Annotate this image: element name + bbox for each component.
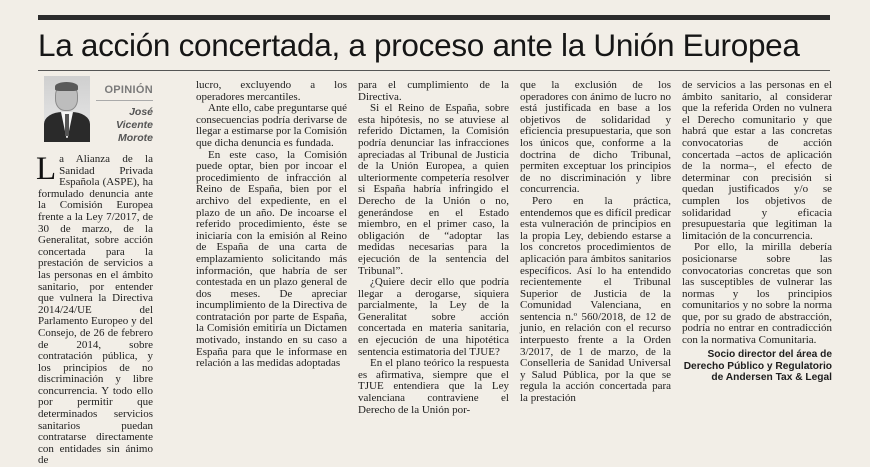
column-paragraph: En el plano teórico la respuesta es afirmativa, siempre que el TJUE entendiera que la Ley valenciana contraviene el Derecho de la Unión por- <box>358 357 509 416</box>
column-paragraph: a Alianza de la Sanidad Privada Española (ASPE), ha formulado denuncia ante la Comisión Europea frente a la Ley 7/2017, de 30 de marzo, de la Generalitat, sobre acción concertada para la prestación de servicios a las personas en el ámbito sanitario, por entender que vulnera la Directiva 2014/24/UE del Parlamento Europeo y del Consejo, de 26 de febrero de 2014, sobre contratación pública, y los principios de no discriminación y libre concurrencia. Y todo ello por permitir que determinados servicios sanitarios puedan contratarse directamente con entidades sin ánimo de <box>38 153 153 467</box>
author-name: José Vicente Morote <box>116 106 153 144</box>
column-paragraph: de servicios a las personas en el ámbito sanitario, al considerar que la referida Orden no vulnera el Derecho comunitario y que habrá que estar a las concretas convocatorias de acción concertada –actos de aplicación de la norma–, el efecto de determinar con precisión si quedan justificados y/o se cumplen los objetivos de solidaridad y eficacia presupuestaria que legitiman la limitación de la concurrencia. <box>682 79 832 242</box>
section-divider <box>96 100 153 101</box>
article-column-3 <box>358 80 509 416</box>
dropcap: L <box>36 151 57 187</box>
column-paragraph: Ante ello, cabe preguntarse qué consecuencias podría derivarse de llegar a estimarse por la Comisión que dicha denuncia es fundada. <box>196 102 347 149</box>
article-column-1 <box>36 151 153 467</box>
column-paragraph: ¿Quiere decir ello que podría llegar a derogarse, siquiera parcialmente, la Ley de la Generalitat sobre acción concertada en materia sanitaria, en ejecución de una hipotética sentencia estimatoria del TJUE? <box>358 276 509 358</box>
author-portrait-icon <box>44 76 90 138</box>
article-column-2 <box>196 80 347 370</box>
column-paragraph: Pero en la práctica, entendemos que es difícil predicar esta vulneración de principios en la propia Ley, debiendo estarse a los concretos procedimientos de aplicación para ámbitos sanitarios específicos. Así lo ha entendido recientemente el Tribunal Superior de Justicia de la Comunidad Valenciana, en sentencia n.º 560/2018, de 12 de junio, en relación con el recurso interpuesto frente a la Orden 3/2017, de 1 de marzo, de la Conselleria de Sanidad Universal y Salud Pública, por la que se regula la acción concertada para la prestación <box>520 194 671 405</box>
column-paragraph: En este caso, la Comisión puede optar, bien por incoar el procedimiento de infracción al Reino de España, bien por el archivo del expediente, en el plazo de un año. De incoarse el referido procedimiento, éste se iniciaría con la emisión al Reino de España de una carta de emplazamiento solicitando más información, que habría de ser contestada en un plazo general de dos meses. De apreciar incumplimiento de la Directiva de contratación por parte de España, la Comisión emitiría un Dictamen motivado, instando en su caso a España para que le informase en relación a las medidas adoptadas <box>196 148 347 370</box>
byline <box>38 76 153 144</box>
top-rule <box>38 15 830 20</box>
article-column-5 <box>682 80 832 347</box>
headline: La acción concertada, a proceso ante la Unión Europea <box>38 27 800 63</box>
column-paragraph: que la exclusión de los operadores con ánimo de lucro no está justificada en base a los objetivos de solidaridad y eficiencia presupuestaria, que son los únicos que, conforme a la doctrina de dicho Tribunal, permiten exceptuar los principios de no discriminación y libre concurrencia. <box>520 79 671 196</box>
column-paragraph: para el cumplimiento de la Directiva. <box>358 79 509 103</box>
column-paragraph: lucro, excluyendo a los operadores mercantiles. <box>196 79 347 103</box>
headline-rule <box>38 70 830 71</box>
section-label: OPINIÓN <box>104 84 153 96</box>
column-paragraph: Por ello, la mirilla debería posicionarse sobre las convocatorias concretas que son las susceptibles de vulnerar las normas y los principios comunitarios y no sobre la norma que, por su grado de abstracción, podría no entrar en contradicción con la normativa Comunitaria. <box>682 241 832 347</box>
article-column-4 <box>520 80 671 405</box>
author-bio: Socio director del área de Derecho Público y Regulatorio de Andersen Tax & Legal <box>683 349 832 383</box>
column-paragraph: Si el Reino de España, sobre esta hipótesis, no se atuviese al referido Dictamen, la Comisión podría denunciar las infracciones apreciadas al Tribunal de Justicia de la Unión Europea, a quien ulteriormente competería resolver si España habría infringido el Derecho de la Unión o no, generándose en el Estado miembro, en el primer caso, la obligación de “adoptar las medidas necesarias para la ejecución de la sentencia del Tribunal”. <box>358 102 509 277</box>
